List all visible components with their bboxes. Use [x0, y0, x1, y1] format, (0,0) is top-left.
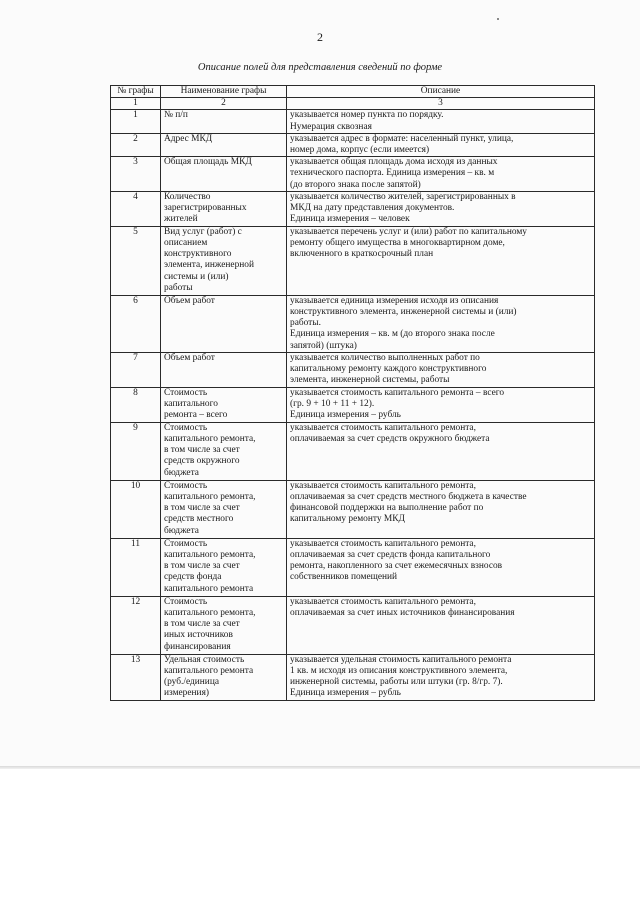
- row-number: 6: [111, 295, 161, 352]
- field-name: № п/п: [161, 110, 287, 133]
- field-description: указывается стоимость капитального ремонта – всего (гр. 9 + 10 + 11 + 12). Единица измерения – рубль: [287, 387, 595, 422]
- field-name: Вид услуг (работ) с описанием конструктивного элемента, инженерной системы и (или) работы: [161, 226, 287, 295]
- row-number: 12: [111, 596, 161, 654]
- fields-table: [110, 85, 595, 701]
- field-description: указывается стоимость капитального ремонта, оплачиваемая за счет иных источников финансирования: [287, 596, 595, 654]
- page-number: 2: [317, 30, 323, 44]
- header-column-name: Наименование графы: [161, 86, 287, 98]
- field-name: Объем работ: [161, 352, 287, 387]
- field-description: указывается стоимость капитального ремонта, оплачиваемая за счет средств местного бюджета в качестве финансовой поддержки на выполнение работ по капитальному ремонту МКД: [287, 480, 595, 538]
- document-title: Описание полей для представления сведений по форме: [197, 62, 443, 73]
- table-row: [111, 133, 595, 156]
- field-description: указывается количество выполненных работ по капитальному ремонту каждого конструктивного элемента, инженерной системы, работы: [287, 352, 595, 387]
- index-cell: 1: [111, 98, 161, 110]
- field-description: указывается количество жителей, зарегистрированных в МКД на дату представления документов. Единица измерения – человек: [287, 191, 595, 226]
- index-cell: 3: [287, 98, 595, 110]
- table-row: [111, 191, 595, 226]
- header-column-number: № графы: [111, 86, 161, 98]
- table-row: [111, 226, 595, 295]
- row-number: 2: [111, 133, 161, 156]
- table-row: [111, 422, 595, 480]
- field-name: Объем работ: [161, 295, 287, 352]
- field-name: Стоимость капитального ремонта, в том числе за счет средств местного бюджета: [161, 480, 287, 538]
- table-row: [111, 352, 595, 387]
- index-cell: 2: [161, 98, 287, 110]
- field-description: указывается удельная стоимость капитального ремонта 1 кв. м исходя из описания конструктивного элемента, инженерной системы, работы или штуки (гр. 8/гр. 7). Единица измерения – рубль: [287, 654, 595, 700]
- row-number: 5: [111, 226, 161, 295]
- row-number: 13: [111, 654, 161, 700]
- row-number: 8: [111, 387, 161, 422]
- field-name: Удельная стоимость капитального ремонта (руб./единица измерения): [161, 654, 287, 700]
- row-number: 4: [111, 191, 161, 226]
- row-number: 10: [111, 480, 161, 538]
- row-number: 1: [111, 110, 161, 133]
- table-row: [111, 596, 595, 654]
- field-name: Стоимость капитального ремонта, в том числе за счет средств окружного бюджета: [161, 422, 287, 480]
- row-number: 3: [111, 157, 161, 192]
- field-description: указывается перечень услуг и (или) работ по капитальному ремонту общего имущества в многоквартирном доме, включенного в краткосрочный план: [287, 226, 595, 295]
- field-name: Общая площадь МКД: [161, 157, 287, 192]
- field-name: Стоимость капитального ремонта, в том числе за счет иных источников финансирования: [161, 596, 287, 654]
- field-description: указывается адрес в формате: населенный пункт, улица, номер дома, корпус (если имеется): [287, 133, 595, 156]
- table-row: [111, 654, 595, 700]
- table-row: [111, 480, 595, 538]
- index-row: [111, 98, 595, 110]
- row-number: 11: [111, 538, 161, 596]
- table-row: [111, 157, 595, 192]
- field-description: указывается общая площадь дома исходя из данных технического паспорта. Единица измерения – кв. м (до второго знака после запятой): [287, 157, 595, 192]
- field-name: Количество зарегистрированных жителей: [161, 191, 287, 226]
- header-column-description: Описание: [287, 86, 595, 98]
- field-description: указывается номер пункта по порядку. Нумерация сквозная: [287, 110, 595, 133]
- row-number: 9: [111, 422, 161, 480]
- header-row: [111, 86, 595, 98]
- table-row: [111, 387, 595, 422]
- scan-speck: [497, 18, 499, 20]
- field-description: указывается единица измерения исходя из описания конструктивного элемента, инженерной системы и (или) работы. Единица измерения – кв. м (до второго знака после запятой) (штука): [287, 295, 595, 352]
- field-name: Стоимость капитального ремонта, в том числе за счет средств фонда капитального ремонта: [161, 538, 287, 596]
- table-row: [111, 110, 595, 133]
- table-row: [111, 538, 595, 596]
- background-area: [0, 769, 640, 905]
- field-description: указывается стоимость капитального ремонта, оплачиваемая за счет средств фонда капитального ремонта, накопленного за счет ежемесячных взносов собственников помещений: [287, 538, 595, 596]
- table-row: [111, 295, 595, 352]
- field-name: Стоимость капитального ремонта – всего: [161, 387, 287, 422]
- field-name: Адрес МКД: [161, 133, 287, 156]
- field-description: указывается стоимость капитального ремонта, оплачиваемая за счет средств окружного бюджета: [287, 422, 595, 480]
- row-number: 7: [111, 352, 161, 387]
